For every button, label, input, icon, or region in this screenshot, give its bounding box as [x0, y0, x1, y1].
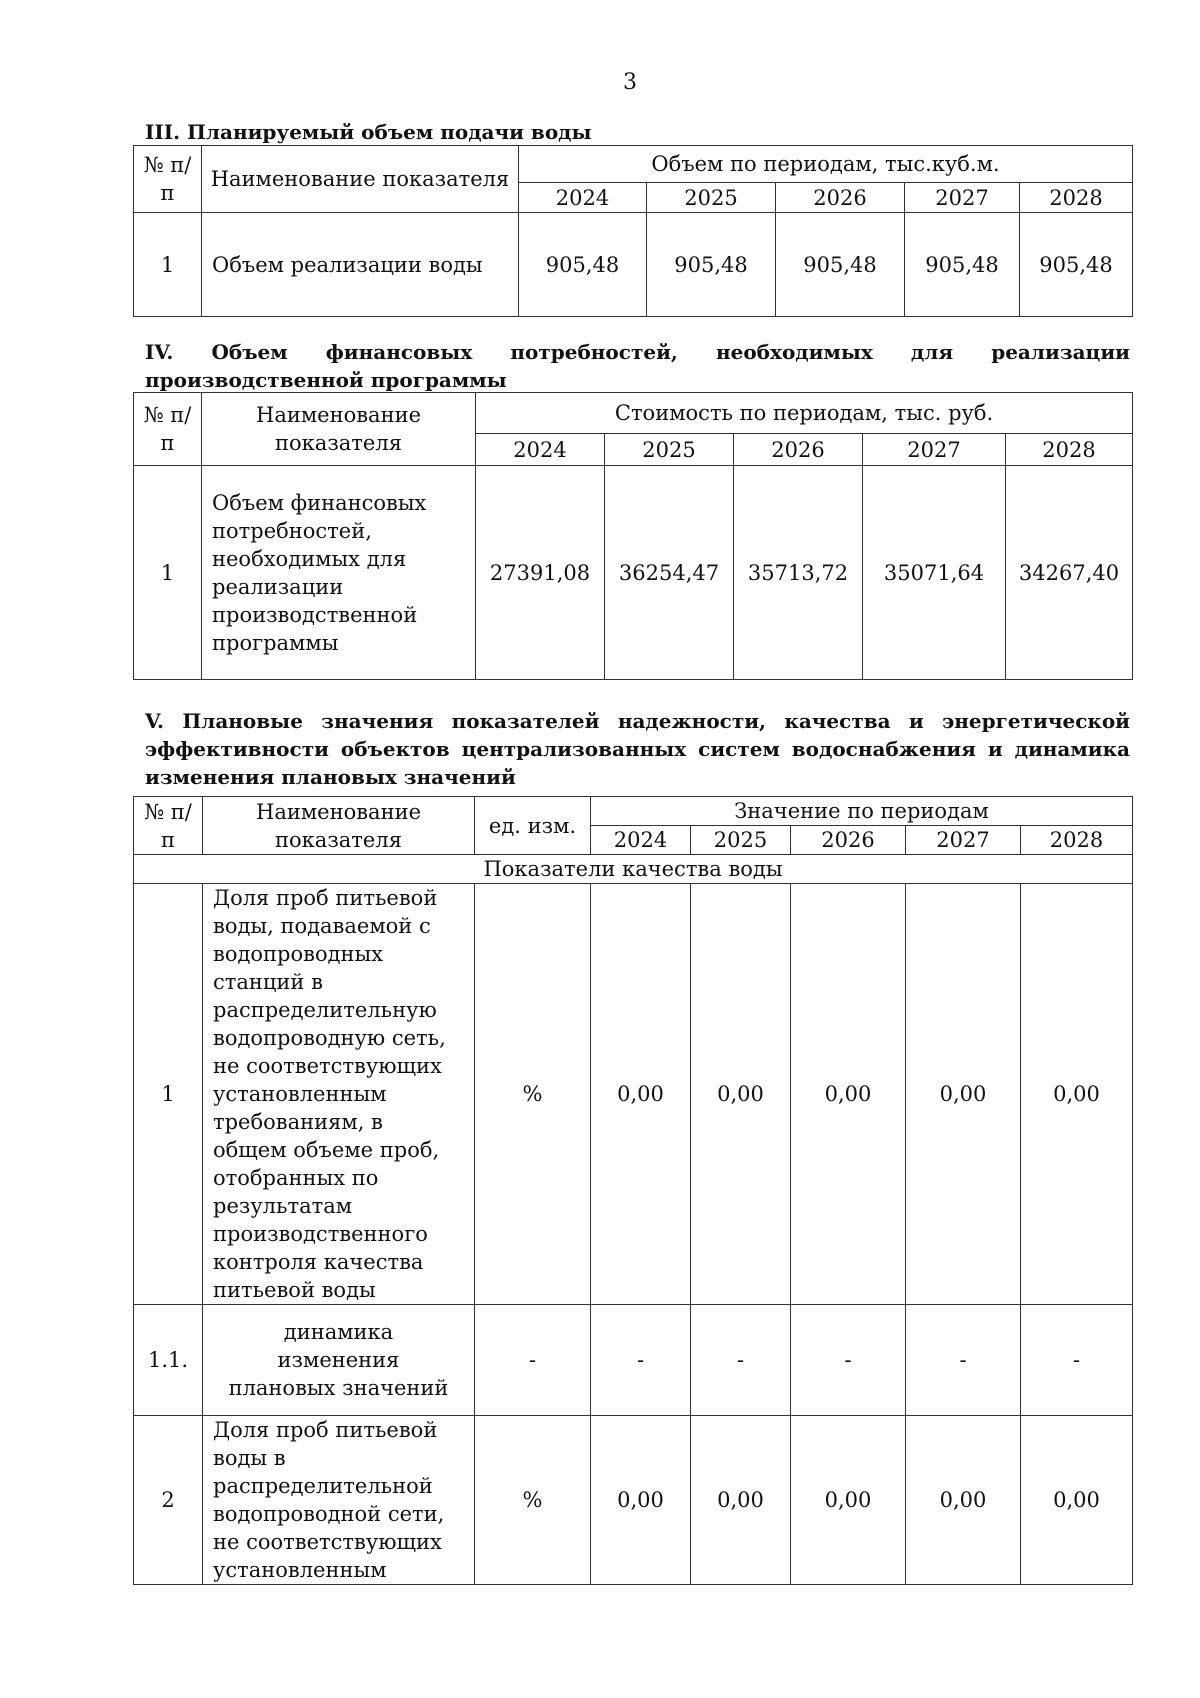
col-unit-header: ед. изм. — [475, 797, 591, 855]
year-header: 2028 — [1020, 183, 1133, 213]
year-header: 2025 — [605, 434, 734, 466]
water-volume-table — [133, 145, 1133, 317]
table-row — [134, 1305, 1133, 1416]
year-header: 2025 — [691, 826, 791, 855]
col-name-header: Наименование показателя — [203, 797, 475, 855]
group-row — [134, 855, 1133, 884]
row-unit: % — [475, 884, 591, 1305]
group-label: Показатели качества воды — [134, 855, 1133, 884]
row-name: Объем реализации воды — [202, 213, 519, 317]
row-value: 35071,64 — [863, 466, 1006, 680]
row-no: 1 — [134, 213, 202, 317]
row-value: 905,48 — [776, 213, 905, 317]
row-value: 0,00 — [791, 1416, 906, 1585]
row-value: - — [906, 1305, 1021, 1416]
section3-heading: III. Планируемый объем подачи воды — [145, 120, 592, 144]
row-value: 905,48 — [647, 213, 776, 317]
row-value: 905,48 — [905, 213, 1020, 317]
section5-heading: V. Плановые значения показателей надежности, качества и энергетической эффективности объектов централизованных систем водоснабжения и динамика изменения плановых значений — [145, 709, 1130, 789]
header-row — [134, 797, 1133, 826]
row-value: 34267,40 — [1006, 466, 1133, 680]
page-number: 3 — [623, 70, 637, 95]
year-header: 2026 — [734, 434, 863, 466]
table-row — [134, 213, 1133, 317]
year-header: 2024 — [591, 826, 691, 855]
year-header: 2027 — [905, 183, 1020, 213]
row-value: 905,48 — [1020, 213, 1133, 317]
table-row — [134, 884, 1133, 1305]
row-value: - — [691, 1305, 791, 1416]
col-period-header: Стоимость по периодам, тыс. руб. — [476, 393, 1133, 434]
header-row — [134, 146, 1133, 183]
col-no-header: № п/п — [134, 146, 202, 213]
col-name-header: Наименование показателя — [202, 146, 519, 213]
row-value: 0,00 — [906, 1416, 1021, 1585]
row-unit: - — [475, 1305, 591, 1416]
row-value: 35713,72 — [734, 466, 863, 680]
row-unit: % — [475, 1416, 591, 1585]
year-header: 2026 — [791, 826, 906, 855]
row-no: 1 — [134, 884, 203, 1305]
col-period-header: Объем по периодам, тыс.куб.м. — [519, 146, 1133, 183]
row-value: - — [791, 1305, 906, 1416]
header-row — [134, 393, 1133, 434]
row-value: - — [1021, 1305, 1133, 1416]
col-name-header: Наименование показателя — [202, 393, 476, 466]
year-header: 2024 — [476, 434, 605, 466]
row-value: 0,00 — [1021, 884, 1133, 1305]
year-header: 2025 — [647, 183, 776, 213]
section4-heading: IV. Объем финансовых потребностей, необходимых для реализации производственной программы — [145, 340, 1130, 392]
year-header: 2024 — [519, 183, 647, 213]
row-value: 0,00 — [591, 1416, 691, 1585]
indicators-table — [133, 796, 1133, 1585]
row-value: 0,00 — [791, 884, 906, 1305]
row-value: 0,00 — [1021, 1416, 1133, 1585]
row-value: 905,48 — [519, 213, 647, 317]
row-name: Доля проб питьевой воды в распределительной водопроводной сети, не соответствующих установленным — [203, 1416, 475, 1585]
row-value: 36254,47 — [605, 466, 734, 680]
year-header: 2027 — [906, 826, 1021, 855]
row-no: 1 — [134, 466, 202, 680]
row-name: динамика изменения плановых значений — [203, 1305, 475, 1416]
row-value: - — [591, 1305, 691, 1416]
row-value: 0,00 — [591, 884, 691, 1305]
row-name: Объем финансовых потребностей, необходимых для реализации производственной программы — [202, 466, 476, 680]
row-value: 0,00 — [906, 884, 1021, 1305]
table-row — [134, 1416, 1133, 1585]
col-period-header: Значение по периодам — [591, 797, 1133, 826]
row-no: 1.1. — [134, 1305, 203, 1416]
row-value: 27391,08 — [476, 466, 605, 680]
row-value: 0,00 — [691, 1416, 791, 1585]
year-header: 2027 — [863, 434, 1006, 466]
row-name: Доля проб питьевой воды, подаваемой с водопроводных станций в распределительную водопроводную сеть, не соответствующих установленным требованиям, в общем объеме проб, отобранных по результатам производственного контроля качества питьевой воды — [203, 884, 475, 1305]
table-row — [134, 466, 1133, 680]
row-value: 0,00 — [691, 884, 791, 1305]
year-header: 2026 — [776, 183, 905, 213]
col-no-header: № п/п — [134, 393, 202, 466]
col-no-header: № п/п — [134, 797, 203, 855]
year-header: 2028 — [1006, 434, 1133, 466]
row-no: 2 — [134, 1416, 203, 1585]
year-header: 2028 — [1021, 826, 1133, 855]
finance-table — [133, 392, 1133, 680]
